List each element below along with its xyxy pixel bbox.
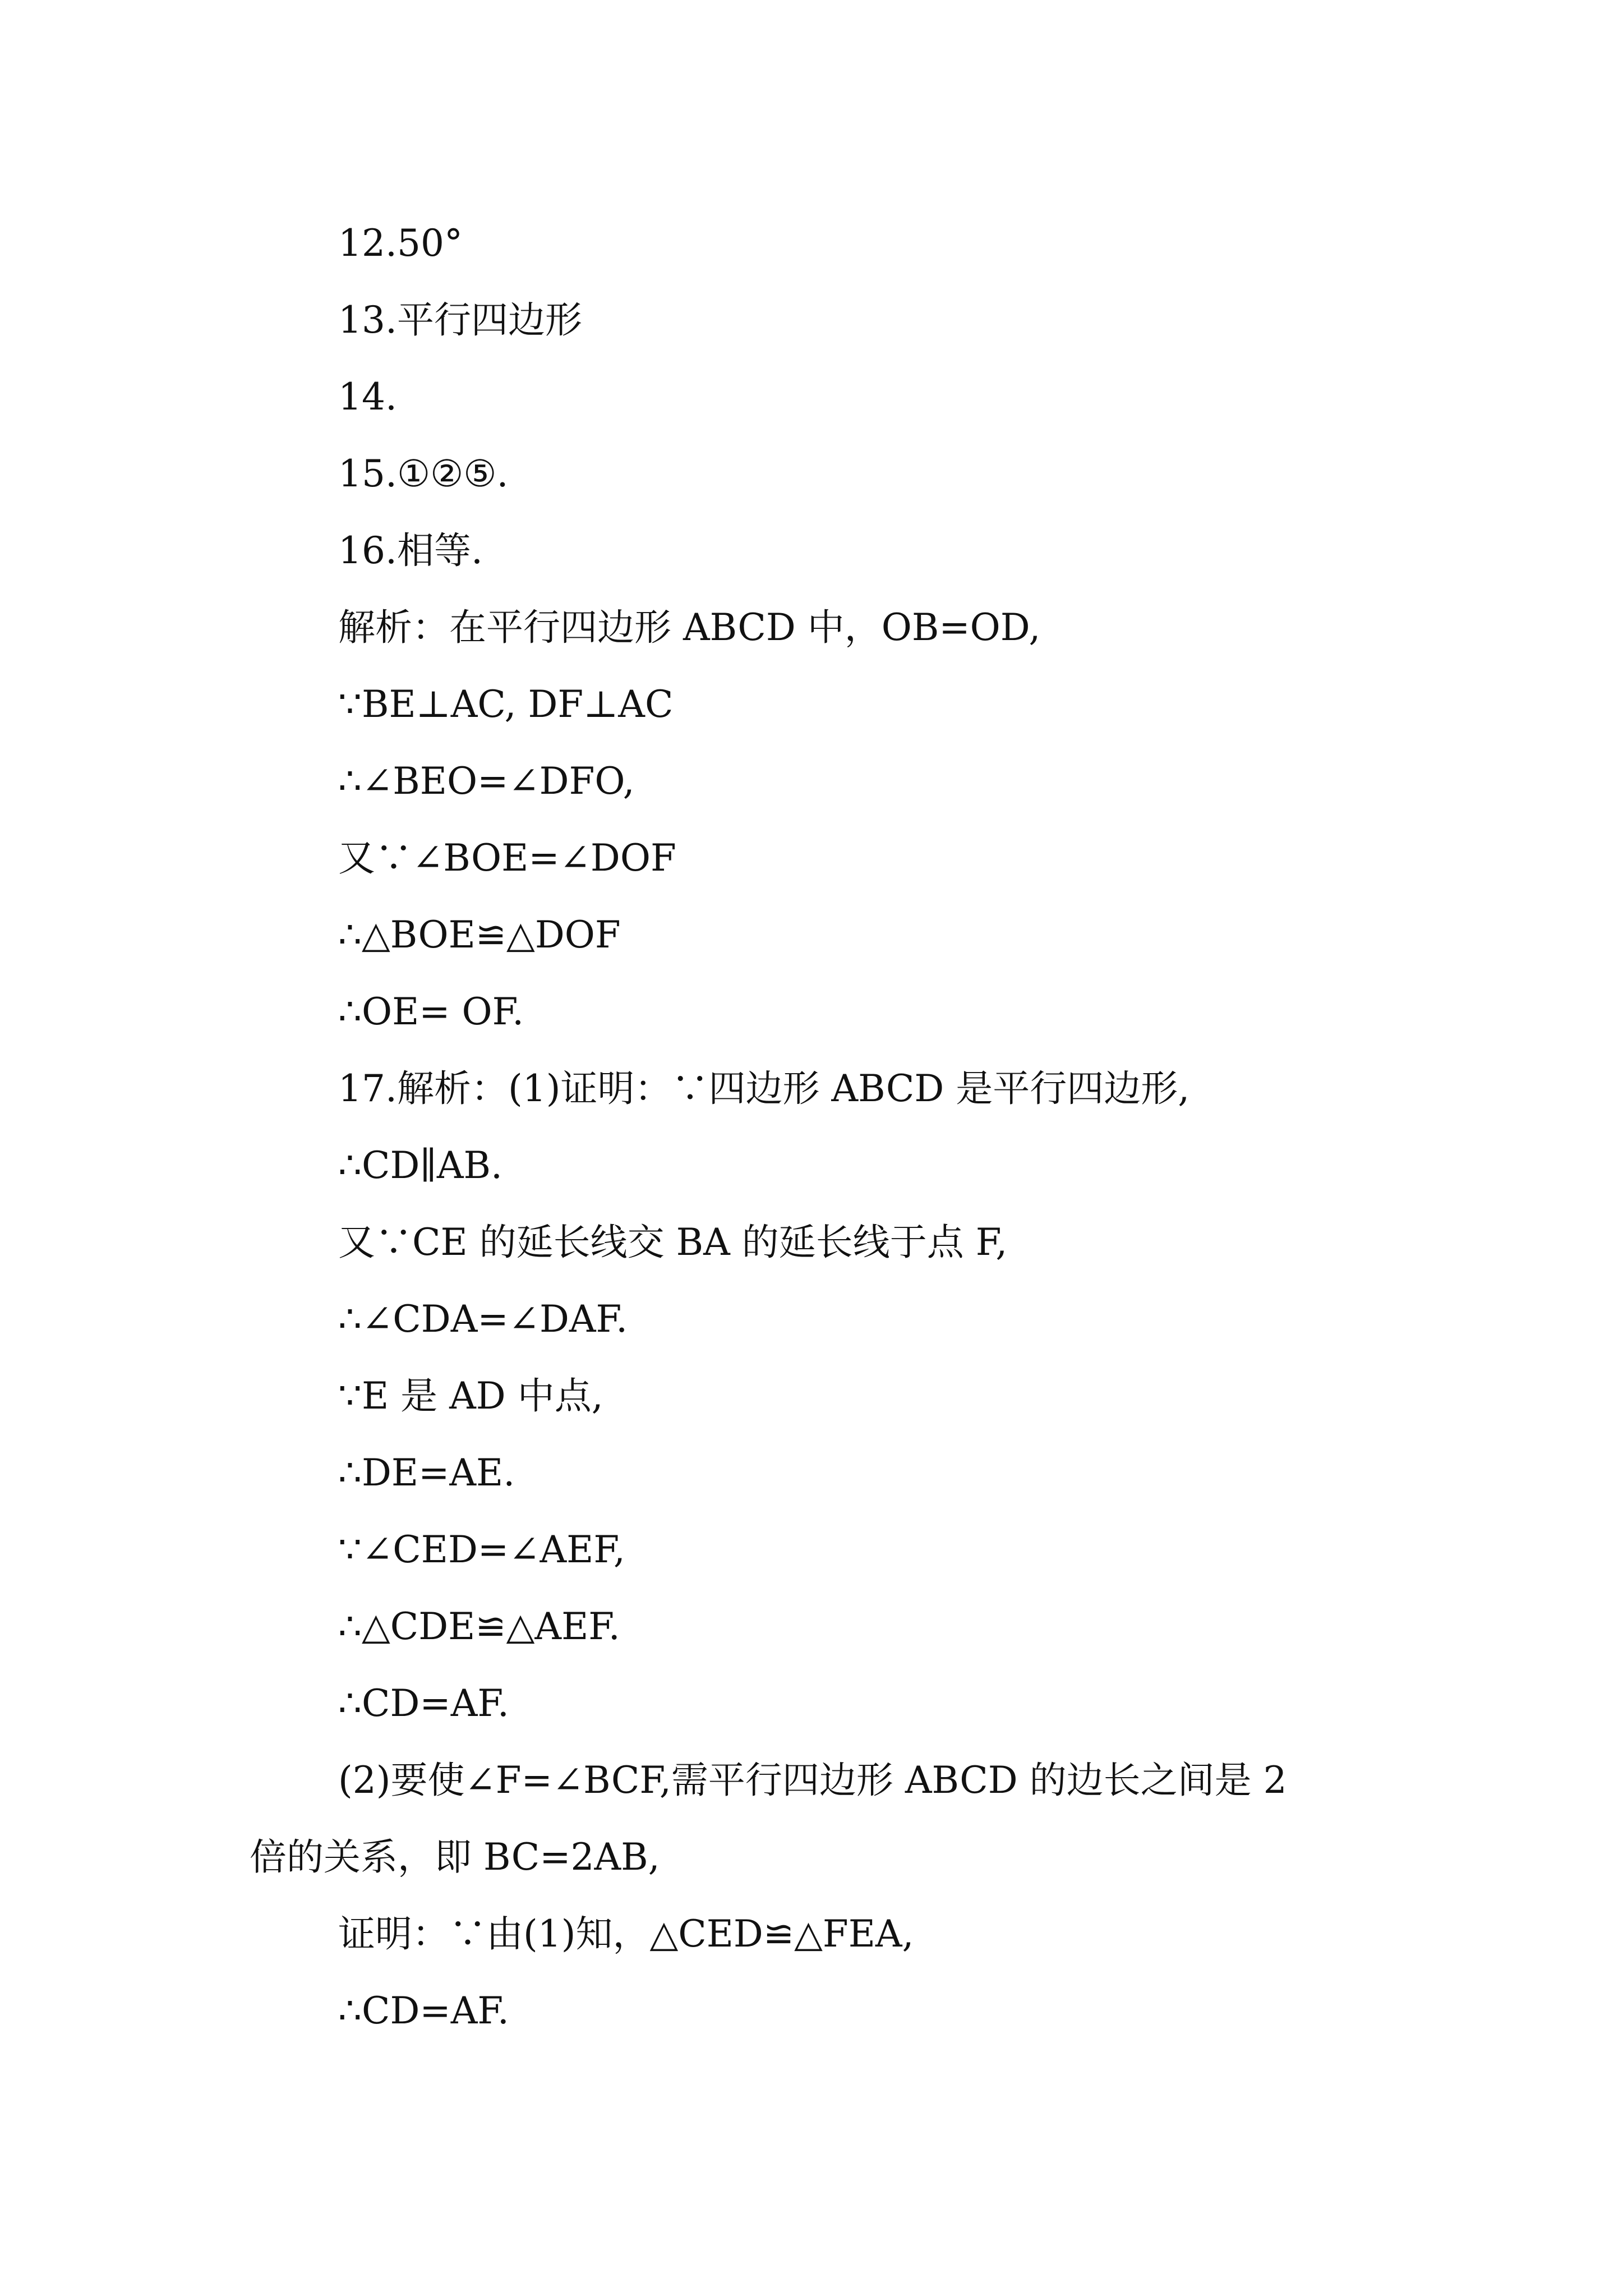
solution-line: ∴CD=AF.	[338, 1682, 509, 1725]
solution-line: ∴CD∥AB.	[338, 1144, 503, 1187]
answer-line-15: 15.①②⑤.	[338, 452, 509, 495]
solution-line: ∵BE⊥AC, DF⊥AC	[338, 683, 674, 726]
answer-line-12: 12.50°	[338, 222, 463, 265]
solution-line: 又∵∠BOE=∠DOF	[338, 836, 676, 880]
answer-line-14: 14.	[338, 375, 397, 418]
answer-line-16: 16.相等.	[338, 529, 483, 572]
solution-line-continued: 倍的关系，即 BC=2AB,	[250, 1835, 660, 1879]
solution-line: ∵∠CED=∠AEF,	[338, 1528, 625, 1571]
solution-line: ∴∠BEO=∠DFO,	[338, 760, 635, 803]
solution-line: ∴CD=AF.	[338, 1989, 509, 2032]
solution-line: ∵E 是 AD 中点,	[338, 1374, 603, 1418]
solution-line: ∴△BOE≌△DOF	[338, 913, 621, 956]
solution-line: ∴DE=AE.	[338, 1451, 515, 1494]
solution-line: ∴△CDE≌△AEF.	[338, 1605, 620, 1648]
solution-line: ∴OE= OF.	[338, 990, 524, 1033]
solution-line: (2)要使∠F=∠BCF,需平行四边形 ABCD 的边长之间是 2	[338, 1759, 1287, 1802]
solution-line: 证明：∵由(1)知，△CED≌△FEA,	[338, 1912, 914, 1955]
answer-line-13: 13.平行四边形	[338, 298, 582, 342]
solution-line: 又∵CE 的延长线交 BA 的延长线于点 F,	[338, 1221, 1008, 1264]
answer-text-block	[250, 205, 1388, 2049]
solution-line: 解析：在平行四边形 ABCD 中，OB=OD,	[338, 606, 1041, 649]
answer-line-17: 17.解析：(1)证明：∵四边形 ABCD 是平行四边形,	[338, 1067, 1190, 1110]
solution-line: ∴∠CDA=∠DAF.	[338, 1297, 628, 1341]
